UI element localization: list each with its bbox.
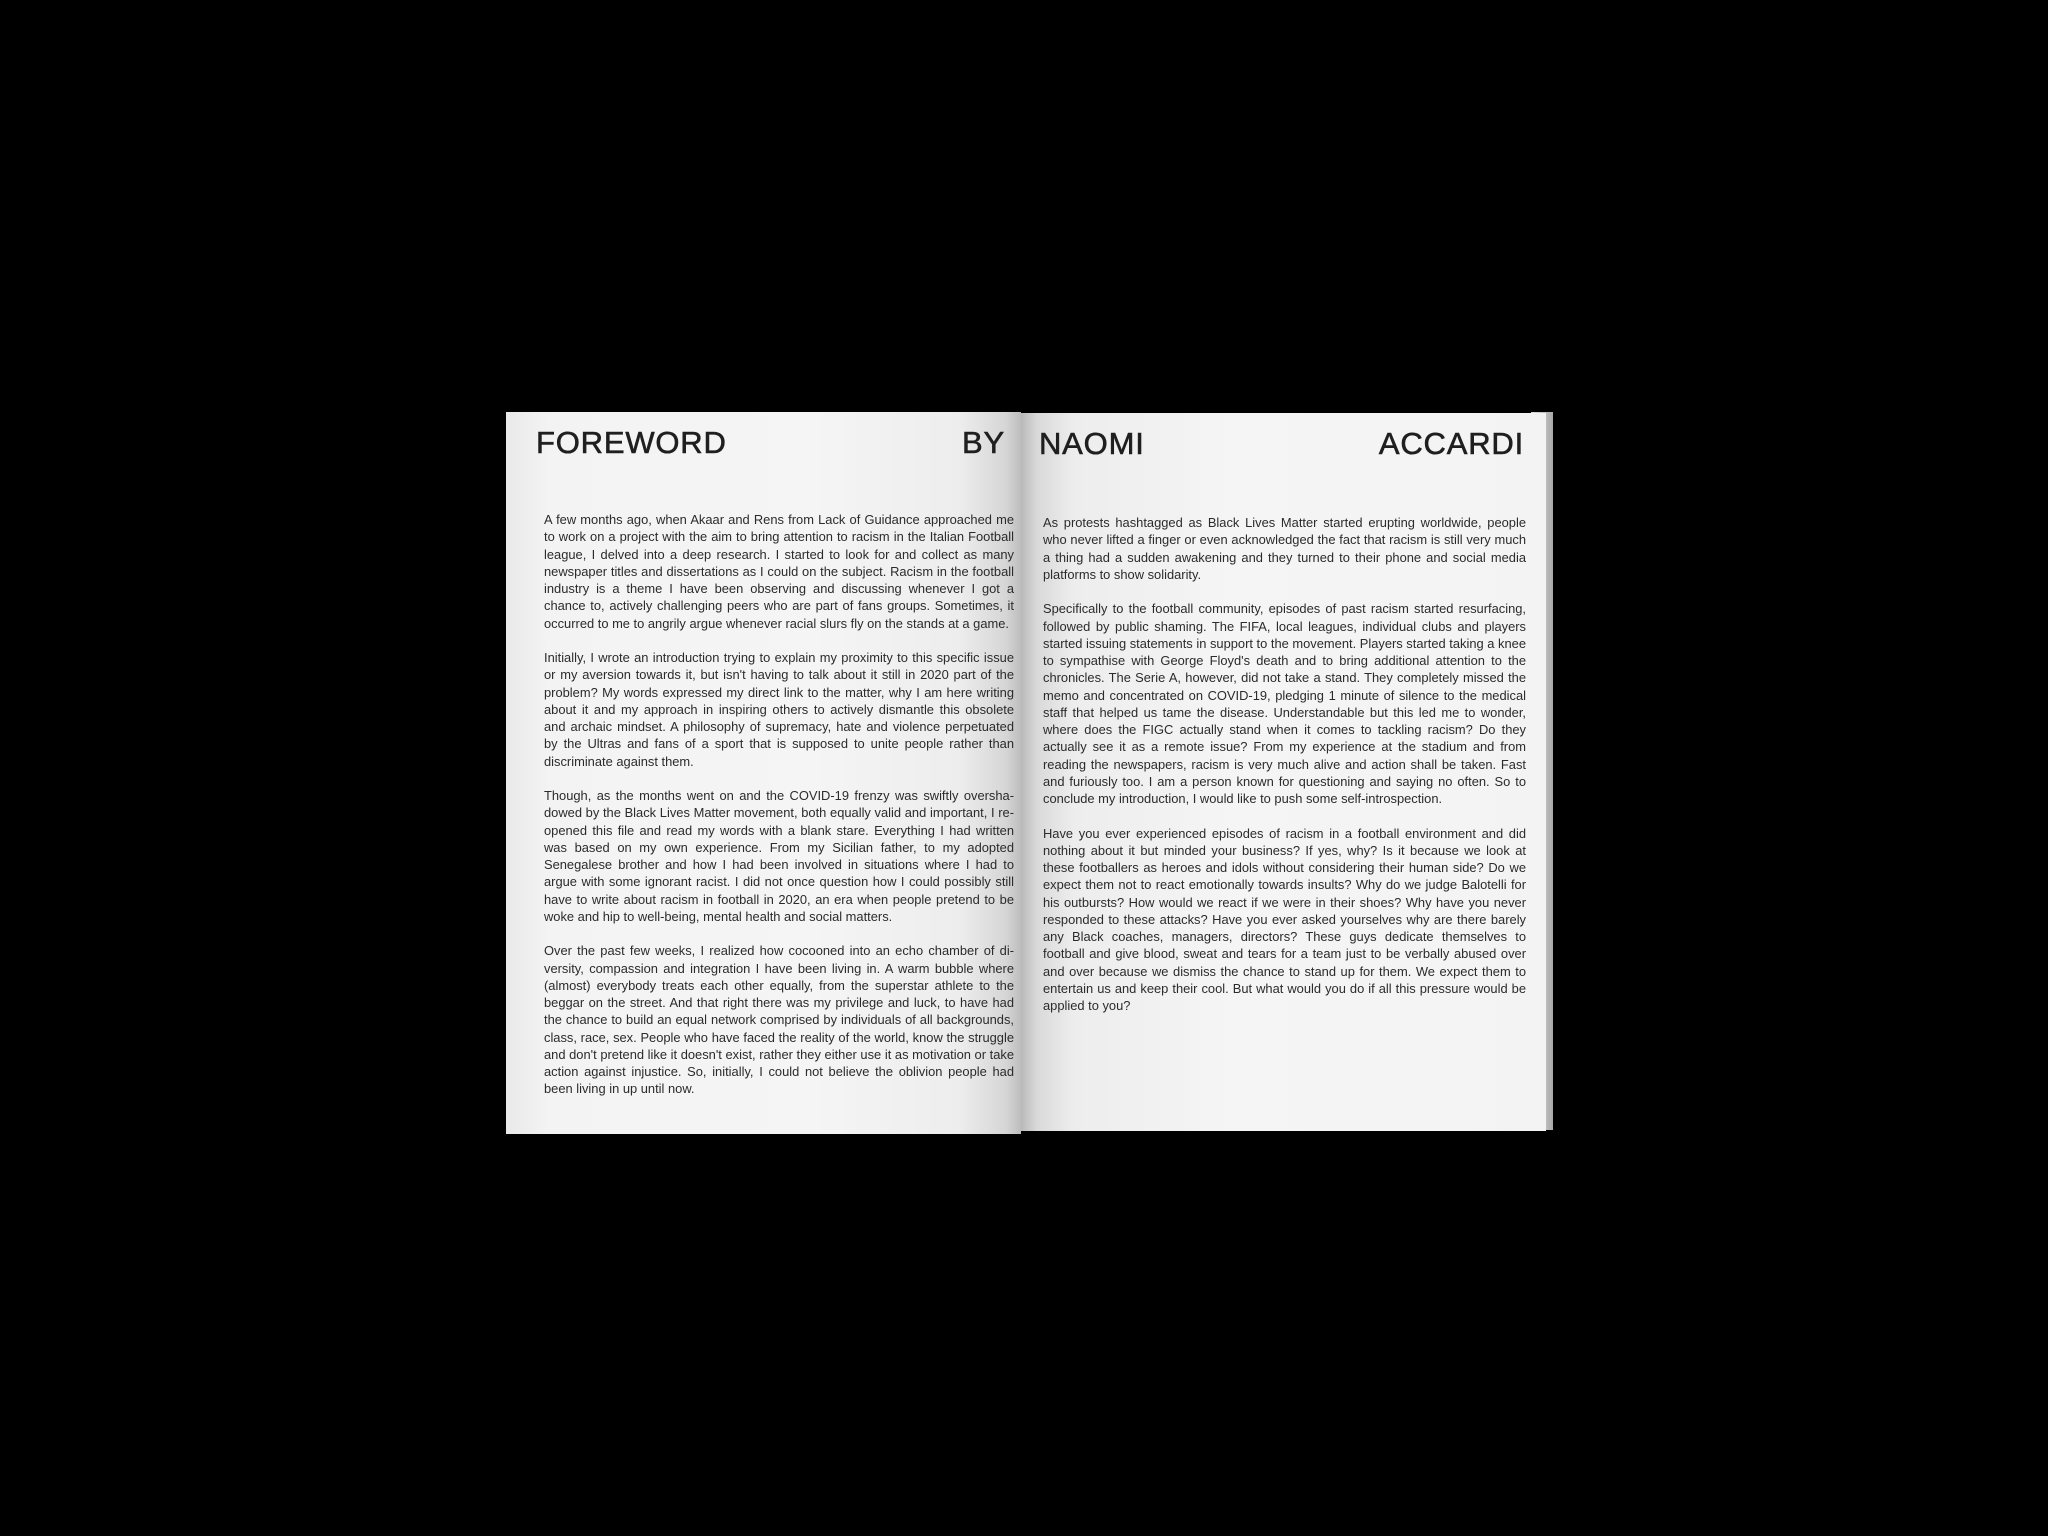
right-page [1021, 413, 1546, 1131]
left-page [506, 412, 1021, 1134]
title-word-accardi: ACCARDI [1378, 426, 1524, 461]
right-paragraph-3: Have you ever experienced episodes of racism in a football environment and did nothing about it but minded your business? If yes, why? Is it because we look at these footballers as heroes and idols without considering their human side? Do we expect them not to react emotionally towards insults? Why do we judge Balotelli for his outbursts? How would we react if we were in their shoes? Why have you never responded to these attacks? Have you ever asked yourselves why are there barely any Black coaches, managers, directors? These guys dedicate themselves to football and give blood, sweat and tears for a team just to be verbally abused over and over because we dismiss the chance to stand up for them. We expect them to entertain us and keep their cool. But what would you do if all this pressure would be applied to you? [1043, 825, 1526, 1013]
right-paragraph-2: Specifically to the football community, episodes of past racism started resurfacing, followed by public shaming. The FIFA, local leagues, individual clubs and players started issuing statements in support to the movement. Players started taking a knee to sympathise with George Floyd's death and to bring additional attention to the chronicles. The Serie A, however, did not take a stand. They completely missed the memo and concentrated on COVID-19, pledging 1 minute of silence to the medical staff that helped us tame the disease. Understandable but this led me to wonder, where does the FIGC actually stand when it comes to tackling racism? Do they actually see it as a remote issue? From my experience at the stadium and from reading the newspapers, racism is very much alive and action shall be taken. Fast and furiously too. I am a person known for questioning and saying no often. So to conclude my introduction, I would like to push some self-introspection. [1043, 601, 1526, 806]
title-word-by: BY [962, 425, 1005, 460]
right-page-body-text [1043, 514, 1526, 1032]
left-paragraph-2: Initially, I wrote an introduction trying to explain my proximity to this specific issue or my aversion towards it, but isn't having to talk about it still in 2020 part of the problem? My words expressed my direct link to the matter, why I am here writing about it and my approach in inspiring others to actively dismantle this obsolete and archaic mindset. A philosophy of supremacy, hate and violence perpetuated by the Ultras and fans of a sport that is supposed to unite people rather than discriminate against them. [544, 650, 1014, 769]
title-word-naomi: NAOMI [1039, 426, 1145, 461]
title-word-foreword: FOREWORD [536, 425, 727, 460]
left-paragraph-3: Though, as the months went on and the COVID-19 frenzy was swiftly overshadowed by the Black Lives Matter movement, both equally valid and important, I re-opened this file and read my words with a blank stare. Everything I had written was based on my own experience. From my Sicilian father, to my adopted Senegalese brother and how I had been involved in situations where I had to argue with some ignorant racist. I did not once question how I could possibly still have to write about racism in football in 2020, an era when people pretend to be woke and hip to well-being, mental health and social matters. [544, 788, 1014, 924]
left-paragraph-1: A few months ago, when Akaar and Rens from Lack of Guidance approached me to work on a project with the aim to bring attention to racism in the Italian Football league, I delved into a deep research. I started to look for and collect as many newspaper titles and dissertations as I could on the subject. Racism in the football industry is a theme I have been observing and discussing whenever I got a chance to, actively challenging peers who are part of fans groups. Sometimes, it occurred to me to angrily argue whenever racial slurs fly on the stands at a game. [544, 512, 1014, 631]
left-page-body-text [544, 511, 1014, 1115]
right-paragraph-1: As protests hashtagged as Black Lives Matter started erupting worldwide, people who never lifted a finger or even acknowledged the fact that racism is still very much a thing had a sudden awakening and they turned to their phone and social media platforms to show solidarity. [1043, 515, 1526, 582]
left-paragraph-4: Over the past few weeks, I realized how cocooned into an echo chamber of diversity, compassion and integration I have been living in. A warm bubble where (almost) everybody treats each other equally, from the superstar athlete to the beggar on the street. And that right there was my privilege and luck, to have had the chance to build an equal network comprised by individuals of all backgrounds, class, race, sex. People who have faced the reality of the world, know the struggle and don't pretend like it doesn't exist, rather they either use it as motivation or take action against injustice. So, initially, I could not believe the oblivion people had been living in up until now. [544, 943, 1014, 1097]
open-booklet-spread [506, 410, 1554, 1134]
